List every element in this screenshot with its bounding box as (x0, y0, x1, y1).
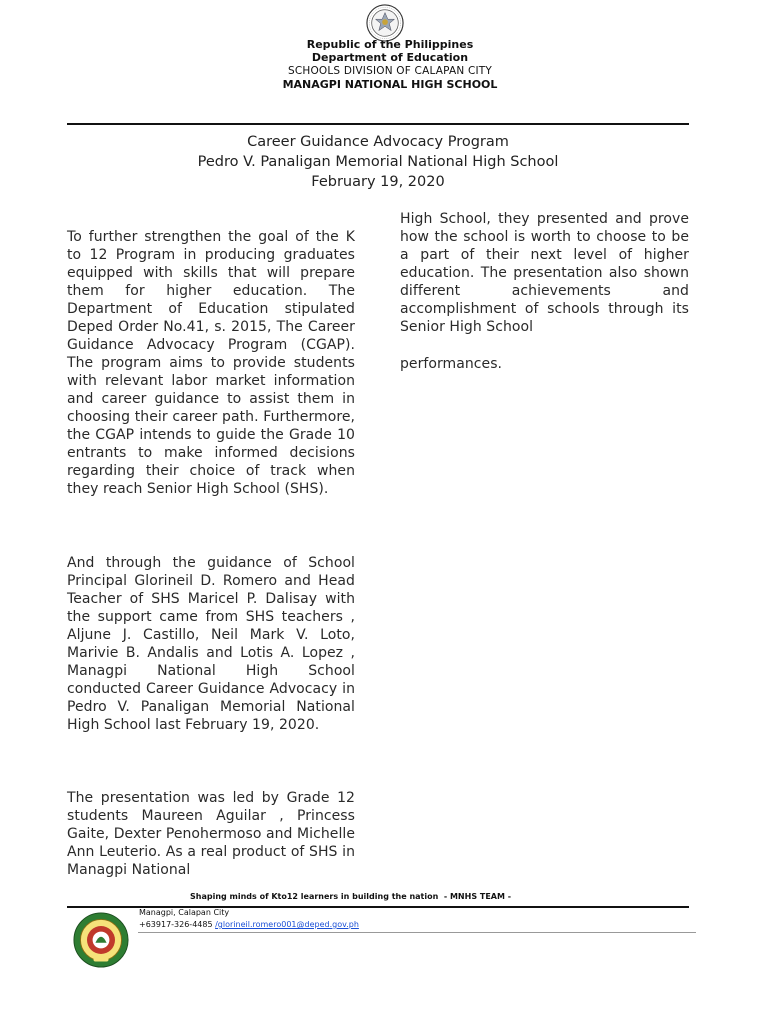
footer-address: Managpi, Calapan City (139, 908, 230, 917)
title-venue: Pedro V. Panaligan Memorial National High School (197, 154, 559, 170)
footer-underline (138, 932, 696, 933)
header-school: MANAGPI NATIONAL HIGH SCHOOL (282, 78, 498, 91)
footer-phone: +63917-326-4485 (139, 920, 213, 929)
header-department: Department of Education (311, 51, 469, 64)
header-division: SCHOOLS DIVISION OF CALAPAN CITY (287, 65, 493, 77)
title-date: February 19, 2020 (311, 174, 445, 190)
header-divider (67, 123, 689, 125)
footer-email-link[interactable]: /glorineil.romero001@deped.gov.ph (215, 920, 359, 929)
footer-contact (139, 920, 359, 929)
right-column-2 (400, 355, 689, 373)
title-program: Career Guidance Advocacy Program (247, 134, 509, 150)
left-paragraph-1: To further strengthen the goal of the K to 12 Program in producing graduates equipped with skills that will prepare them for higher education. The Department of Education stipulated Deped Order No.41, s. 2015, The Career Guidance Advocacy Program (CGAP). The program aims to provide students with relevant labor market information and career guidance to assist them in choosing their career path. Furthermore, the CGAP intends to guide the Grade 10 entrants to make informed decisions regarding their choice of track when they reach Senior High School (SHS). (67, 229, 355, 497)
school-seal-logo (73, 912, 129, 968)
left-column-2 (67, 554, 355, 734)
left-paragraph-3: The presentation was led by Grade 12 students Maureen Aguilar , Princess Gaite, Dexter Penohermoso and Michelle Ann Leuterio. As a real product of SHS in Managpi National (67, 790, 355, 878)
right-paragraph-2: performances. (400, 356, 503, 372)
left-paragraph-2: And through the guidance of School Principal Glorineil D. Romero and Head Teacher of SHS Maricel P. Dalisay with the support came from SHS teachers , Aljune J. Castillo, Neil Mark V. Loto, Marivie B. Andalis and Lotis A. Lopez , Managpi National High School conducted Career Guidance Advocacy in Pedro V. Panaligan Memorial National High School last February 19, 2020. (67, 555, 355, 733)
footer-tagline: Shaping minds of Kto12 learners in building the nation - MNHS TEAM - (190, 892, 512, 901)
right-column (400, 210, 689, 336)
header-republic: Republic of the Philippines (306, 38, 474, 51)
left-column (67, 228, 355, 498)
left-column-3 (67, 789, 355, 879)
right-paragraph-1: High School, they presented and prove how the school is worth to choose to be a part of their next level of higher education. The presentation also shown different achievements and accomplishment of schools through its Senior High School (400, 211, 689, 335)
deped-seal-logo (366, 4, 404, 42)
